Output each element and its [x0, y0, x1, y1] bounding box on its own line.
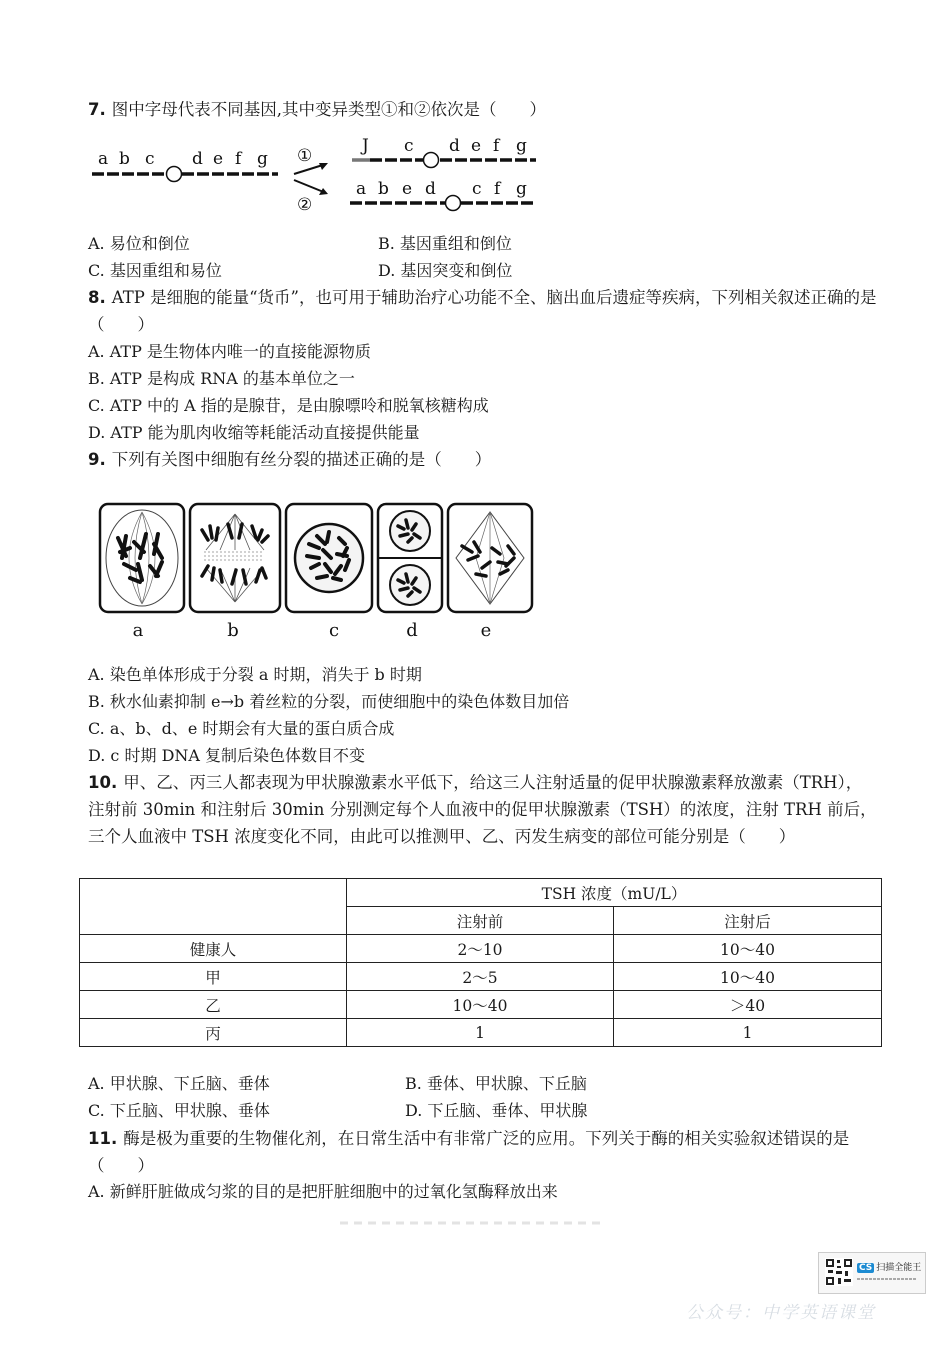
gene-label: e: [402, 179, 413, 199]
centromere: [446, 196, 461, 211]
cell-after: 1: [614, 1019, 882, 1047]
q9-option-b[interactable]: B. 秋水仙素抑制 e→b 着丝粒的分裂，而使细胞中的染色体数目加倍: [88, 692, 570, 711]
tsh-table: [79, 878, 882, 1047]
table-row: [80, 991, 882, 1019]
question-8-stem: [88, 284, 878, 338]
cell-before: 2～10: [347, 935, 614, 963]
gene-label: g: [516, 179, 527, 199]
gene-label: d: [449, 136, 460, 156]
gene-label: c: [404, 136, 414, 156]
q7-option-a[interactable]: A. 易位和倒位: [88, 234, 190, 253]
cell-a: [100, 504, 184, 612]
question-7-stem: [88, 96, 878, 123]
question-number: 9.: [88, 450, 106, 469]
cell-label-d: d: [406, 620, 418, 641]
chromosome-variation-figure: [88, 136, 558, 220]
cell-e: [448, 504, 532, 612]
q10-option-a[interactable]: A. 甲状腺、下丘脑、垂体: [88, 1074, 270, 1093]
question-text: 甲、乙、丙三人都表现为甲状腺激素水平低下，给这三人注射适量的促甲状腺激素释放激素（TRH），注射前 30min 和注射后 30min 分别测定每个人血液中的促甲状腺激素（TSH）的浓度，注射 TRH 前后，三个人血液中 TSH 浓度变化不同，由此可以推测甲、乙、丙发生病变的部位可能分别是（ ）: [88, 773, 877, 846]
gene-label: c: [472, 179, 482, 199]
scanner-name: 扫描全能王: [876, 1263, 922, 1273]
q9-option-c[interactable]: C. a、b、d、e 时期会有大量的蛋白质合成: [88, 719, 395, 738]
q9-option-a[interactable]: A. 染色单体形成于分裂 a 时期，消失于 b 时期: [88, 665, 422, 684]
table-row: [80, 879, 882, 907]
question-text: 酶是极为重要的生物催化剂，在日常生活中有非常广泛的应用。下列关于酶的相关实验叙述错误的是（ ）: [88, 1129, 850, 1175]
mark-2: ②: [297, 195, 313, 215]
table-header: TSH 浓度（mU/L）: [347, 879, 882, 907]
gene-label: a: [98, 149, 109, 169]
gene-label: c: [145, 149, 155, 169]
q8-option-a[interactable]: A. ATP 是生物体内唯一的直接能源物质: [88, 342, 371, 361]
q10-option-b[interactable]: B. 垂体、甲状腺、下丘脑: [405, 1074, 587, 1093]
cell-after: 10～40: [614, 963, 882, 991]
q8-option-c[interactable]: C. ATP 中的 A 指的是腺苷，是由腺嘌呤和脱氧核糖构成: [88, 396, 489, 415]
question-text: 下列有关图中细胞有丝分裂的描述正确的是（ ）: [111, 450, 492, 469]
question-10-stem: [88, 769, 878, 850]
gene-label: e: [471, 136, 482, 156]
gene-label: f: [235, 149, 242, 169]
col-before: 注射前: [347, 907, 614, 935]
cell-after: ＞40: [614, 991, 882, 1019]
cell-d: [378, 504, 442, 612]
cell-before: 2～5: [347, 963, 614, 991]
row-name: 甲: [80, 963, 347, 991]
row-name: 丙: [80, 1019, 347, 1047]
cell-b: [190, 504, 280, 612]
col-after: 注射后: [614, 907, 882, 935]
cell-label-c: c: [328, 620, 340, 641]
row-name: 乙: [80, 991, 347, 1019]
cell-label-e: e: [480, 620, 492, 641]
question-number: 11.: [88, 1129, 118, 1148]
gene-label: d: [192, 149, 203, 169]
scanner-badge: [818, 1252, 926, 1294]
scanner-subtitle-lines: [857, 1276, 917, 1282]
cell-after: 10～40: [614, 935, 882, 963]
row-name: 健康人: [80, 935, 347, 963]
qr-code-icon: [825, 1258, 853, 1286]
q10-option-d[interactable]: D. 下丘脑、垂体、甲状腺: [405, 1101, 588, 1120]
cell-label-a: a: [132, 620, 144, 641]
cell-label-b: b: [227, 620, 239, 641]
question-11-stem: [88, 1125, 878, 1179]
q7-option-b[interactable]: B. 基因重组和倒位: [378, 234, 512, 253]
mark-1: ①: [297, 146, 313, 166]
cell-before: 1: [347, 1019, 614, 1047]
table-row: [80, 935, 882, 963]
question-text: ATP 是细胞的能量“货币”，也可用于辅助治疗心功能不全、脑出血后遗症等疾病，下列相关叙述正确的是（ ）: [88, 288, 877, 334]
scanner-logo: [857, 1260, 921, 1273]
result-chromosome-1: [352, 136, 536, 168]
question-text: 图中字母代表不同基因,其中变异类型①和②依次是（ ）: [111, 100, 546, 119]
q8-option-b[interactable]: B. ATP 是构成 RNA 的基本单位之一: [88, 369, 355, 388]
q11-option-a[interactable]: A. 新鲜肝脏做成匀浆的目的是把肝脏细胞中的过氧化氢酶释放出来: [88, 1182, 558, 1201]
q8-option-d[interactable]: D. ATP 能为肌肉收缩等耗能活动直接提供能量: [88, 423, 420, 442]
table-row: [80, 963, 882, 991]
gene-label: g: [516, 136, 527, 156]
q7-option-d[interactable]: D. 基因突变和倒位: [378, 261, 513, 280]
table-row: [80, 1019, 882, 1047]
centromere: [424, 153, 439, 168]
gene-label: b: [119, 149, 130, 169]
faint-cutoff-text: [340, 1220, 600, 1226]
gene-label: g: [257, 149, 268, 169]
original-chromosome: [92, 149, 278, 182]
cell-c: [286, 504, 372, 612]
gene-label: e: [213, 149, 224, 169]
q7-option-c[interactable]: C. 基因重组和易位: [88, 261, 222, 280]
gene-label: f: [494, 179, 501, 199]
gene-label: a: [356, 179, 367, 199]
centromere: [167, 167, 182, 182]
variation-arrows: [294, 146, 328, 215]
table-corner-cell: [80, 879, 347, 935]
q9-option-d[interactable]: D. c 时期 DNA 复制后染色体数目不变: [88, 746, 366, 765]
cell-before: 10～40: [347, 991, 614, 1019]
gene-label: J: [362, 136, 369, 156]
gene-label: b: [378, 179, 389, 199]
question-9-stem: [88, 446, 878, 473]
cs-logo-icon: CS: [859, 1263, 873, 1273]
gene-label: d: [425, 179, 436, 199]
gene-label: f: [493, 136, 500, 156]
watermark: 公众号：中学英语课堂: [686, 1303, 876, 1323]
question-number: 7.: [88, 100, 106, 119]
mitosis-cells-figure: [96, 498, 541, 648]
result-chromosome-2: [350, 179, 536, 211]
question-number: 10.: [88, 773, 118, 792]
q10-option-c[interactable]: C. 下丘脑、甲状腺、垂体: [88, 1101, 270, 1120]
question-number: 8.: [88, 288, 106, 307]
